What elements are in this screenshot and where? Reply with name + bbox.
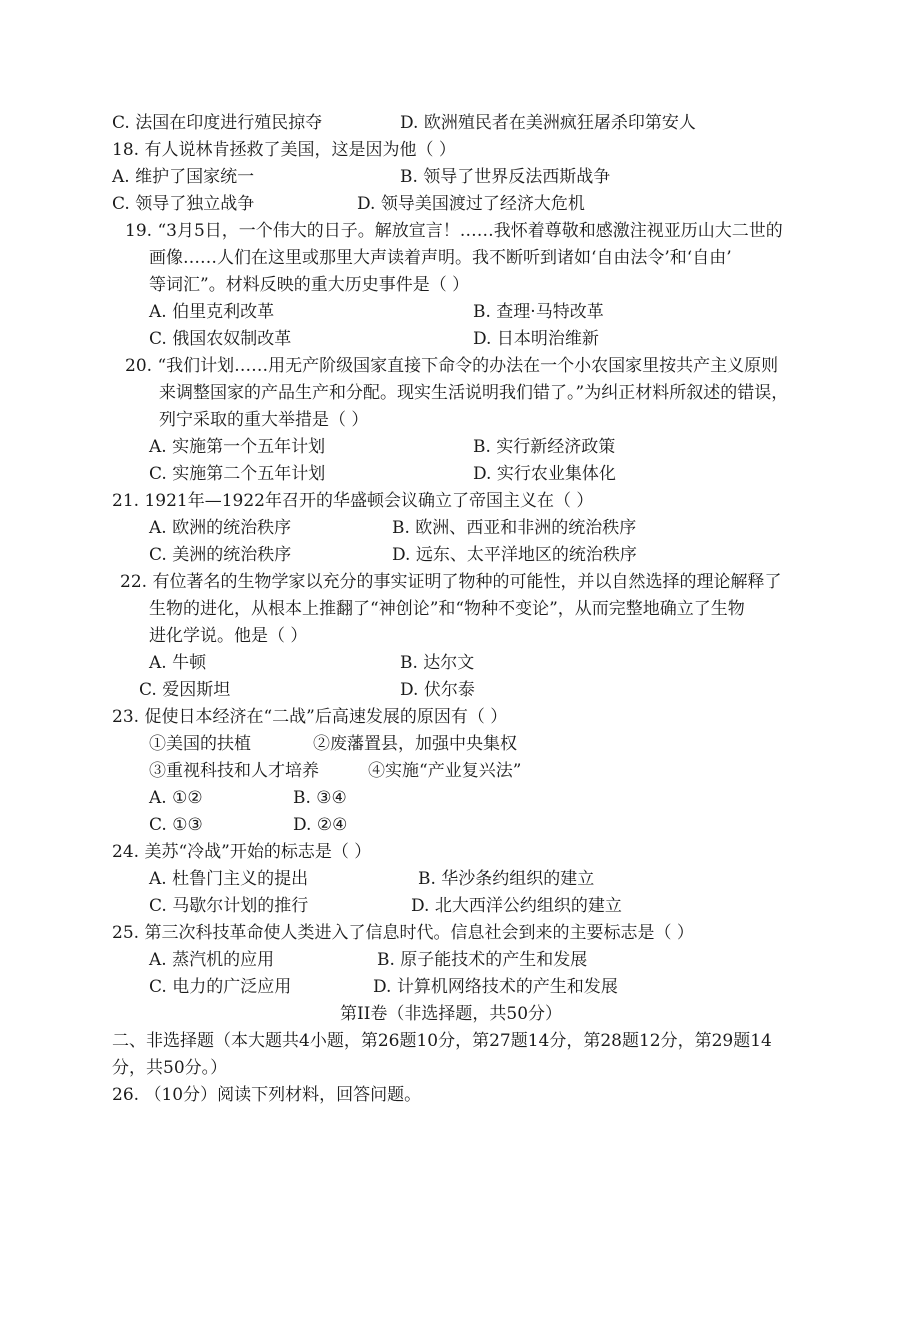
q22-option-a: A. 牛顿 [149,653,207,673]
q23-item-3: ③重视科技和人才培养 [149,761,319,781]
q18-stem: 18. 有人说林肯拯救了美国，这是因为他（ ） [112,140,456,160]
q21-stem: 21. 1921年—1922年召开的华盛顿会议确立了帝国主义在（ ） [112,491,594,511]
q24-stem: 24. 美苏“冷战”开始的标志是（ ） [112,842,372,862]
q23-option-a: A. ①② [149,788,203,808]
q25-stem: 25. 第三次科技革命使人类进入了信息时代。信息社会到来的主要标志是（ ） [112,923,694,943]
q20-stem-line-1: 20. “我们计划……用无产阶级国家直接下命令的办法在一个小农国家里按共产主义原则 [125,356,779,376]
q22-option-c: C. 爱因斯坦 [139,680,231,700]
q23-item-4: ④实施“产业复兴法” [368,761,522,781]
q24-option-b: B. 华沙条约组织的建立 [418,869,595,889]
q19-stem-line-3: 等词汇”。材料反映的重大历史事件是（ ） [149,275,470,295]
q25-option-d: D. 计算机网络技术的产生和发展 [373,977,618,997]
q19-option-a: A. 伯里克利改革 [149,302,275,322]
q18-option-a: A. 维护了国家统一 [112,167,255,187]
q20-stem-line-3: 列宁采取的重大举措是（ ） [159,410,369,430]
q19-stem-line-2: 画像……人们在这里或那里大声读着声明。我不断听到诸如‘自由法令’和‘自由’ [149,248,732,268]
q19-option-d: D. 日本明治维新 [473,329,599,349]
q21-option-b: B. 欧洲、西亚和非洲的统治秩序 [392,518,637,538]
section-two-heading-line-2: 分，共50分。） [112,1058,228,1078]
q24-option-a: A. 杜鲁门主义的提出 [149,869,309,889]
q22-stem-line-3: 进化学说。他是（ ） [149,626,308,646]
q25-option-c: C. 电力的广泛应用 [149,977,292,997]
q25-option-a: A. 蒸汽机的应用 [149,950,275,970]
q20-option-c: C. 实施第二个五年计划 [149,464,326,484]
q20-option-b: B. 实行新经济政策 [473,437,616,457]
part-two-title: 第II卷（非选择题，共50分） [340,1004,563,1024]
q17-option-d: D. 欧洲殖民者在美洲疯狂屠杀印第安人 [400,113,696,133]
q18-option-d: D. 领导美国渡过了经济大危机 [357,194,585,214]
q23-option-d: D. ②④ [293,815,348,835]
q18-option-c: C. 领导了独立战争 [112,194,255,214]
q19-stem-line-1: 19. “3月5日，一个伟大的日子。解放宣言！……我怀着尊敬和感激注视亚历山大二世的 [125,221,783,241]
q23-option-b: B. ③④ [293,788,347,808]
q20-option-a: A. 实施第一个五年计划 [149,437,326,457]
q24-option-d: D. 北大西洋公约组织的建立 [411,896,622,916]
q17-option-c: C. 法国在印度进行殖民掠夺 [112,113,323,133]
q23-option-c: C. ①③ [149,815,203,835]
q18-option-b: B. 领导了世界反法西斯战争 [400,167,611,187]
section-two-heading-line-1: 二、非选择题（本大题共4小题，第26题10分，第27题14分，第28题12分，第29题14 [112,1031,772,1051]
q23-stem: 23. 促使日本经济在“二战”后高速发展的原因有（ ） [112,707,508,727]
q25-option-b: B. 原子能技术的产生和发展 [377,950,588,970]
q19-option-c: C. 俄国农奴制改革 [149,329,292,349]
q19-option-b: B. 查理·马特改革 [473,302,604,322]
q21-option-c: C. 美洲的统治秩序 [149,545,292,565]
q23-item-1: ①美国的扶植 [149,734,251,754]
q20-stem-line-2: 来调整国家的产品生产和分配。现实生活说明我们错了。”为纠正材料所叙述的错误， [159,383,789,403]
q26-stem: 26. （10分）阅读下列材料，回答问题。 [112,1085,422,1105]
q22-stem-line-2: 生物的进化，从根本上推翻了“神创论”和“物种不变论”，从而完整地确立了生物 [149,599,745,619]
q22-stem-line-1: 22. 有位著名的生物学家以充分的事实证明了物种的可能性，并以自然选择的理论解释了 [120,572,782,592]
q21-option-d: D. 远东、太平洋地区的统治秩序 [392,545,637,565]
q21-option-a: A. 欧洲的统治秩序 [149,518,292,538]
q22-option-d: D. 伏尔泰 [400,680,475,700]
q20-option-d: D. 实行农业集体化 [473,464,616,484]
q24-option-c: C. 马歇尔计划的推行 [149,896,309,916]
q23-item-2: ②废藩置县，加强中央集权 [313,734,517,754]
q22-option-b: B. 达尔文 [400,653,475,673]
